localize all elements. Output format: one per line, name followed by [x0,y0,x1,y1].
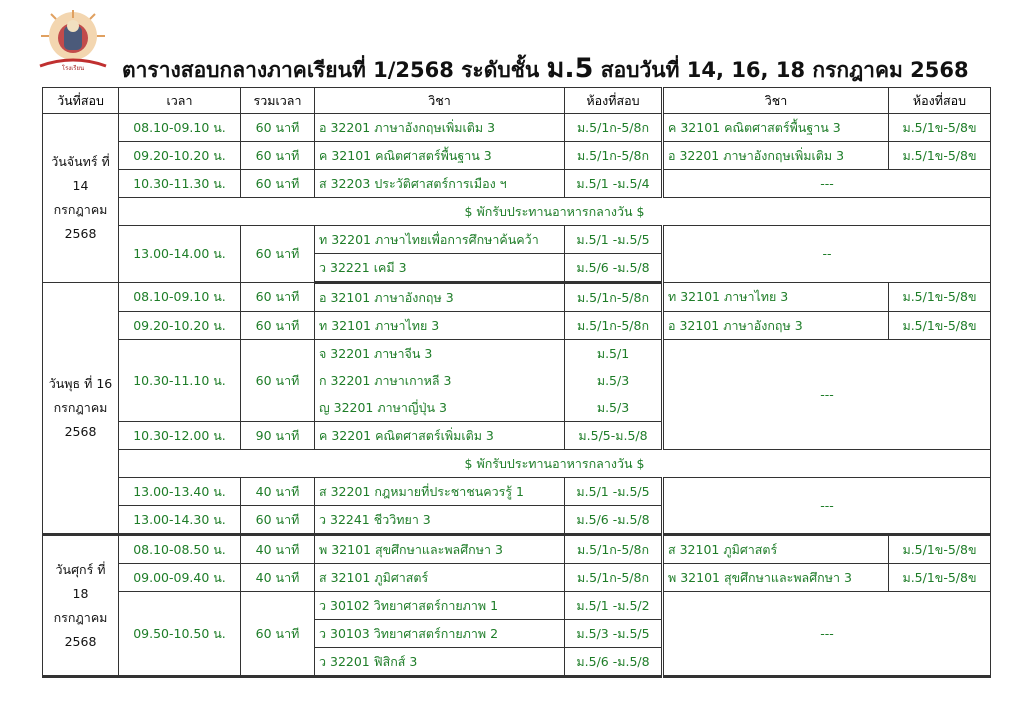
header-subject-b: วิชา [663,88,889,114]
time-cell: 10.30-12.00 น. [119,422,241,450]
room-cell: ม.5/6 -ม.5/8 [565,506,663,535]
subject-cell: ส 32201 กฎหมายที่ประชาชนควรรู้ 1 [315,478,565,506]
duration-cell: 60 นาที [241,592,315,677]
room-cell: ม.5/1 [565,340,663,368]
subject-cell: ว 32221 เคมี 3 [315,254,565,283]
room-cell: ม.5/6 -ม.5/8 [565,648,663,677]
room-cell-b: ม.5/1ข-5/8ข [889,564,991,592]
subject-cell-b: ค 32101 คณิตศาสตร์พื้นฐาน 3 [663,114,889,142]
time-cell: 13.00-14.30 น. [119,506,241,535]
lunch-row [43,198,991,226]
room-cell: ม.5/1ก-5/8ก [565,564,663,592]
subject-cell-b: อ 32101 ภาษาอังกฤษ 3 [663,312,889,340]
subject-cell: ส 32101 ภูมิศาสตร์ [315,564,565,592]
subject-cell-b: ส 32101 ภูมิศาสตร์ [663,535,889,564]
subject-cell: ญ 32201 ภาษาญี่ปุ่น 3 [315,394,565,422]
exam-schedule-table [42,87,991,678]
duration-cell: 40 นาที [241,478,315,506]
duration-cell: 40 นาที [241,535,315,564]
room-cell: ม.5/5-ม.5/8 [565,422,663,450]
subject-cell: ว 32241 ชีววิทยา 3 [315,506,565,535]
room-cell: ม.5/1 -ม.5/5 [565,478,663,506]
subject-cell: ก 32201 ภาษาเกาหลี 3 [315,367,565,394]
svg-text:โรงเรียน: โรงเรียน [61,65,85,72]
room-cell: ม.5/3 [565,367,663,394]
lunch-row [43,450,991,478]
day-label: วันจันทร์ ที่ 14 กรกฎาคม 2568 [43,114,119,283]
duration-cell: 60 นาที [241,114,315,142]
table-row [43,340,991,368]
subject-cell: ค 32201 คณิตศาสตร์เพิ่มเติม 3 [315,422,565,450]
time-cell: 09.50-10.50 น. [119,592,241,677]
header-day: วันที่สอบ [43,88,119,114]
table-row [43,592,991,620]
time-cell: 08.10-08.50 น. [119,535,241,564]
room-cell-b: ม.5/1ข-5/8ข [889,535,991,564]
header-room-b: ห้องที่สอบ [889,88,991,114]
duration-cell: 60 นาที [241,312,315,340]
page-title: ตารางสอบกลางภาคเรียนที่ 1/2568 ระดับชั้น ม.5 สอบวันที่ 14, 16, 18 กรกฎาคม 2568 [122,53,969,84]
subject-cell: พ 32101 สุขศึกษาและพลศึกษา 3 [315,535,565,564]
duration-cell: 60 นาที [241,340,315,422]
empty-slot: --- [663,478,991,535]
subject-cell: อ 32201 ภาษาอังกฤษเพิ่มเติม 3 [315,114,565,142]
subject-cell: ส 32203 ประวัติศาสตร์การเมือง ฯ [315,170,565,198]
room-cell: ม.5/3 -ม.5/5 [565,620,663,648]
room-cell: ม.5/1ก-5/8ก [565,535,663,564]
subject-cell: ว 30103 วิทยาศาสตร์กายภาพ 2 [315,620,565,648]
table-row [43,170,991,198]
table-header-row [43,88,991,114]
subject-cell-b: ท 32101 ภาษาไทย 3 [663,283,889,312]
lunch-break: $ พักรับประทานอาหารกลางวัน $ [119,450,991,478]
subject-cell: ว 32201 ฟิสิกส์ 3 [315,648,565,677]
school-logo [36,10,110,72]
time-cell: 13.00-13.40 น. [119,478,241,506]
duration-cell: 60 นาที [241,142,315,170]
time-cell: 08.10-09.10 น. [119,283,241,312]
room-cell: ม.5/1 -ม.5/4 [565,170,663,198]
room-cell: ม.5/1ก-5/8ก [565,114,663,142]
room-cell-b: ม.5/1ข-5/8ข [889,312,991,340]
subject-cell-b: พ 32101 สุขศึกษาและพลศึกษา 3 [663,564,889,592]
room-cell: ม.5/1ก-5/8ก [565,283,663,312]
time-cell: 09.20-10.20 น. [119,312,241,340]
empty-slot: --- [663,592,991,677]
room-cell: ม.5/1ก-5/8ก [565,142,663,170]
empty-slot: -- [663,226,991,283]
subject-cell: อ 32101 ภาษาอังกฤษ 3 [315,283,565,312]
duration-cell: 60 นาที [241,226,315,283]
room-cell-b: ม.5/1ข-5/8ข [889,142,991,170]
duration-cell: 90 นาที [241,422,315,450]
subject-cell: ท 32101 ภาษาไทย 3 [315,312,565,340]
room-cell: ม.5/6 -ม.5/8 [565,254,663,283]
header-room-a: ห้องที่สอบ [565,88,663,114]
time-cell: 08.10-09.10 น. [119,114,241,142]
table-row [43,478,991,506]
room-cell: ม.5/3 [565,394,663,422]
table-row [43,312,991,340]
table-row [43,226,991,254]
empty-slot: --- [663,170,991,198]
time-cell: 10.30-11.10 น. [119,340,241,422]
table-row [43,114,991,142]
time-cell: 09.00-09.40 น. [119,564,241,592]
header-time: เวลา [119,88,241,114]
time-cell: 09.20-10.20 น. [119,142,241,170]
duration-cell: 60 นาที [241,170,315,198]
subject-cell-b: อ 32201 ภาษาอังกฤษเพิ่มเติม 3 [663,142,889,170]
empty-slot: --- [663,340,991,450]
room-cell-b: ม.5/1ข-5/8ข [889,283,991,312]
subject-cell: ท 32201 ภาษาไทยเพื่อการศึกษาค้นคว้า [315,226,565,254]
lunch-break: $ พักรับประทานอาหารกลางวัน $ [119,198,991,226]
table-row [43,535,991,564]
room-cell: ม.5/1ก-5/8ก [565,312,663,340]
duration-cell: 60 นาที [241,283,315,312]
header-subject-a: วิชา [315,88,565,114]
table-row [43,564,991,592]
duration-cell: 40 นาที [241,564,315,592]
subject-cell: ค 32101 คณิตศาสตร์พื้นฐาน 3 [315,142,565,170]
room-cell: ม.5/1 -ม.5/2 [565,592,663,620]
room-cell: ม.5/1 -ม.5/5 [565,226,663,254]
table-row [43,283,991,312]
subject-cell: จ 32201 ภาษาจีน 3 [315,340,565,368]
day-label: วันศุกร์ ที่ 18 กรกฎาคม 2568 [43,535,119,677]
subject-cell: ว 30102 วิทยาศาสตร์กายภาพ 1 [315,592,565,620]
room-cell-b: ม.5/1ข-5/8ข [889,114,991,142]
table-row [43,142,991,170]
header-duration: รวมเวลา [241,88,315,114]
duration-cell: 60 นาที [241,506,315,535]
day-label: วันพุธ ที่ 16 กรกฎาคม 2568 [43,283,119,535]
time-cell: 13.00-14.00 น. [119,226,241,283]
time-cell: 10.30-11.30 น. [119,170,241,198]
